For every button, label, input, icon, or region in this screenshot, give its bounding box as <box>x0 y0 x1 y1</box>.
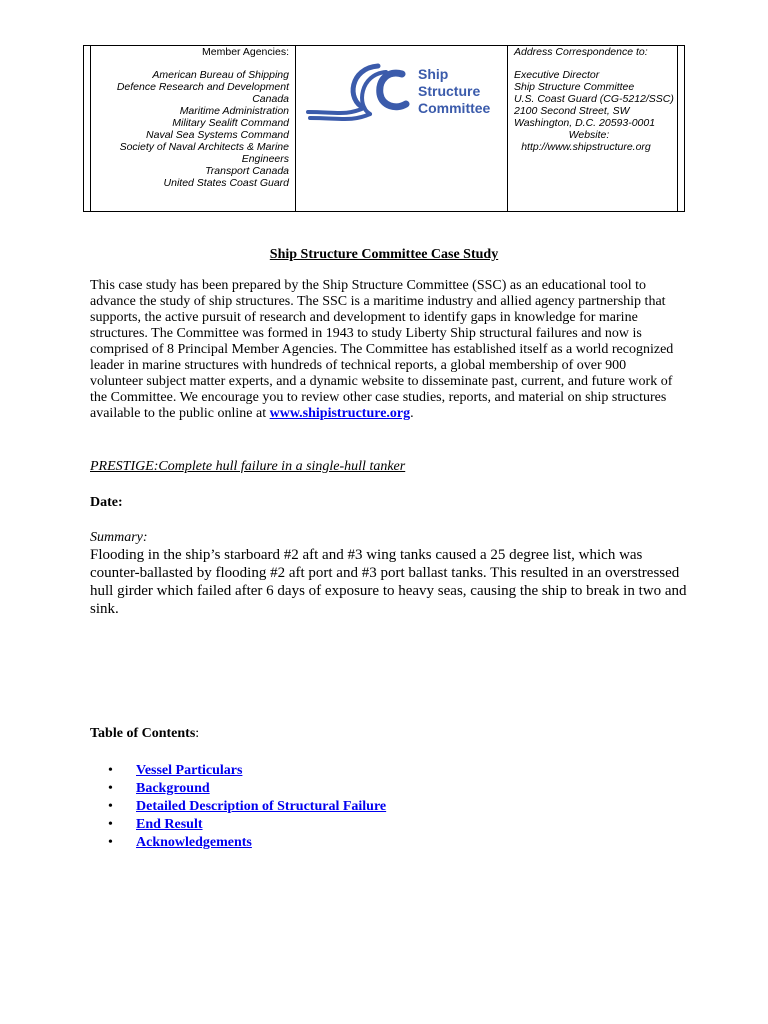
toc-colon: : <box>195 726 200 741</box>
website-label: Website: <box>568 129 610 141</box>
bullet-icon: • <box>108 817 113 832</box>
toc-link-end-result[interactable]: End Result <box>136 817 203 832</box>
summary-text: Flooding in the ship’s starboard #2 aft and #3 wing tanks caused a 25 degree list, which was counter-ballasted by flooding #2 aft port and #3 port ballast tanks. This resulted in an overstressed hull girder which failed after 6 days of exposure to heavy seas, causing the ship to break in two and sink. <box>90 547 687 617</box>
logo-line: Committee <box>418 100 491 116</box>
address-line: Washington, D.C. 20593-0001 <box>514 117 656 129</box>
toc-heading <box>90 726 199 742</box>
agency-item: United States Coast Guard <box>163 177 289 189</box>
agency-item: Canada <box>252 93 289 105</box>
agency-item: Defence Research and Development <box>116 81 289 93</box>
address-line: 2100 Second Street, SW <box>514 105 630 117</box>
toc-list <box>108 762 386 852</box>
agency-item: Naval Sea Systems Command <box>146 129 289 141</box>
agency-item: Engineers <box>241 153 289 165</box>
agency-item: Military Sealift Command <box>172 117 289 129</box>
address-line: U.S. Coast Guard (CG-5212/SSC) <box>514 93 674 105</box>
summary-label: Summary: <box>90 530 148 545</box>
toc-item <box>108 834 386 852</box>
logo-column <box>296 46 508 211</box>
header-table <box>83 45 685 212</box>
address-line: Executive Director <box>514 69 600 81</box>
header-inner <box>90 46 678 211</box>
case-subtitle: PRESTIGE:Complete hull failure in a single-hull tanker <box>90 459 406 474</box>
address-label: Address Correspondence to: <box>514 46 648 58</box>
address-line: Ship Structure Committee <box>514 81 635 93</box>
agency-item: Society of Naval Architects & Marine <box>119 141 289 153</box>
logo-line: Structure <box>418 83 481 99</box>
ssc-logo-icon <box>306 60 416 130</box>
website-link[interactable]: www.shipistructure.org <box>269 406 411 421</box>
member-agencies-label: Member Agencies: <box>202 46 289 58</box>
website-url <box>508 141 664 153</box>
document-title: Ship Structure Committee Case Study <box>269 247 499 262</box>
toc-item <box>108 762 386 780</box>
agency-item: Transport Canada <box>205 165 289 177</box>
agency-list <box>91 69 295 189</box>
intro-text: This case study has been prepared by the Ship Structure Committee (SSC) as an educational tool to advance the study of ship structures. The SSC is a maritime industry and allied agency partnership that supports, the active pursuit of research and development to identify gaps in knowledge for marine structures. The Committee was formed in 1943 to study Liberty Ship structural failures and now is comprised of 8 Principal Member Agencies. The Committee has established itself as a world recognized leader in marine structures with hundreds of technical reports, a global membership of over 900 volunteer subject matter experts, and a dynamic website to disseminate past, current, and future work of the Committee. We encourage you to review other case studies, reports, and material on ship structures available to the public online at <box>90 278 674 421</box>
toc-label: Table of Contents <box>90 726 196 741</box>
intro-paragraph <box>90 278 680 422</box>
address-column <box>508 46 677 211</box>
toc-item <box>108 816 386 834</box>
logo-line: Ship <box>418 66 449 82</box>
toc-link-acknowledgements[interactable]: Acknowledgements <box>136 835 252 850</box>
agency-item: Maritime Administration <box>179 105 289 117</box>
website-url-text: http://www.shipstructure.org <box>521 141 651 153</box>
logo-wordmark <box>418 66 490 117</box>
toc-link-vessel-particulars[interactable]: Vessel Particulars <box>136 763 243 778</box>
bullet-icon: • <box>108 763 113 778</box>
toc-item <box>108 780 386 798</box>
bullet-icon: • <box>108 799 113 814</box>
toc-item <box>108 798 386 816</box>
bullet-icon: • <box>108 835 113 850</box>
intro-end: . <box>410 406 414 421</box>
address-lines <box>508 69 677 129</box>
agency-item: American Bureau of Shipping <box>152 69 289 81</box>
toc-link-detailed-description[interactable]: Detailed Description of Structural Failure <box>136 799 387 814</box>
member-agencies-column <box>91 46 296 211</box>
date-label: Date: <box>90 495 123 510</box>
bullet-icon: • <box>108 781 113 796</box>
toc-link-background[interactable]: Background <box>136 781 210 796</box>
